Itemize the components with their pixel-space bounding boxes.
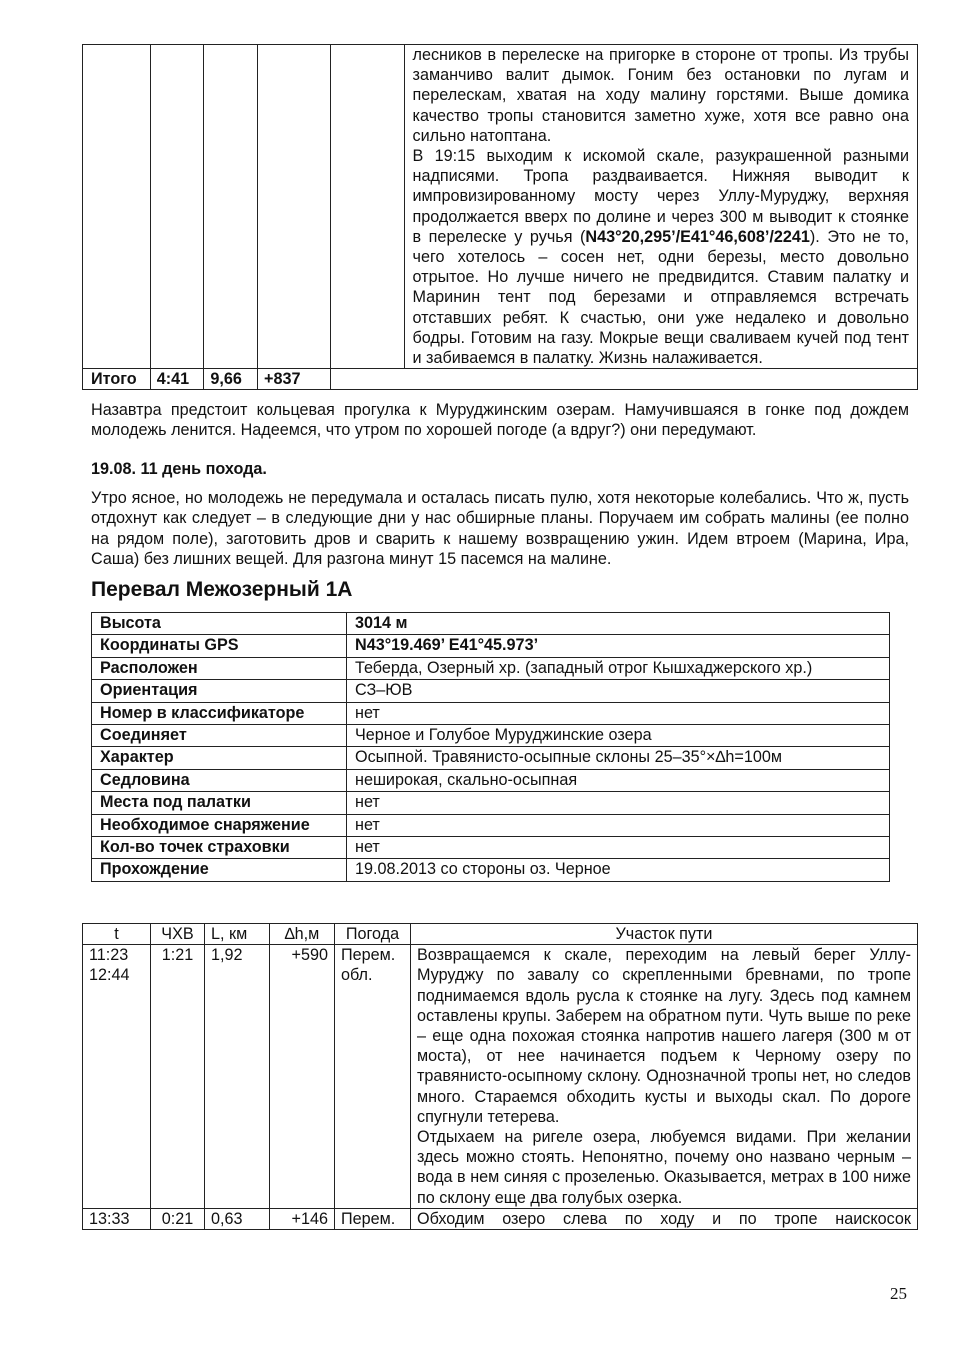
info-key: Кол-во точек страховки	[92, 836, 347, 858]
info-key: Характер	[92, 747, 347, 769]
header-route-section: Участок пути	[411, 924, 918, 945]
info-value: Осыпной. Травянисто-осыпные склоны 25–35°×∆h=100м	[347, 747, 890, 769]
info-row	[92, 702, 890, 724]
weather-cell: Перем.	[335, 1208, 411, 1229]
elevation-cell: +590	[270, 945, 335, 1209]
weather-line: обл.	[341, 966, 373, 985]
body-paragraph: Назавтра предстоит кольцевая прогулка к Муруджинским озерам. Намучившаяся в гонке под дождем молодежь ленится. Надеемся, что утром по хорошей погоде (а вдруг?) они передумают.	[91, 401, 909, 440]
total-elevation: +837	[257, 369, 330, 390]
info-key: Необходимое снаряжение	[92, 814, 347, 836]
route-description-cell	[404, 45, 917, 369]
info-value: N43°19.469’ E41°45.973’	[347, 635, 890, 657]
info-key: Прохождение	[92, 859, 347, 881]
info-value: 19.08.2013 со стороны оз. Черное	[347, 859, 890, 881]
info-value: нет	[347, 702, 890, 724]
info-key: Расположен	[92, 657, 347, 679]
table-row	[83, 945, 918, 1209]
pass-info-table	[91, 612, 890, 882]
distance-cell: 0,63	[205, 1208, 270, 1229]
info-row	[92, 680, 890, 702]
info-value: нет	[347, 814, 890, 836]
weather-cell	[331, 45, 405, 369]
info-key: Ориентация	[92, 680, 347, 702]
info-value: 3014 м	[347, 613, 890, 635]
header-weather: Погода	[335, 924, 411, 945]
info-key: Координаты GPS	[92, 635, 347, 657]
weather-line: Перем.	[341, 946, 396, 965]
gps-coordinates: N43°20,295’/E41°46,608’/2241	[585, 227, 810, 246]
info-row	[92, 859, 890, 881]
total-distance: 9,66	[204, 369, 258, 390]
distance-cell	[204, 45, 258, 369]
info-value: СЗ–ЮВ	[347, 680, 890, 702]
info-value: Теберда, Озерный хр. (западный отрог Кышхаджерского хр.)	[347, 657, 890, 679]
route-text: В 19:15 выходим к искомой скале, разукрашенной разными надписями. Тропа раздваивается. Нижняя выводит к импровизированному мосту через Уллу-Муруджу, верхняя продолжается вверх по долине и через 300 м выводит к стоянке в перелеске у ручья (	[412, 147, 909, 246]
info-row	[92, 657, 890, 679]
total-time: 4:41	[150, 369, 204, 390]
info-row	[92, 792, 890, 814]
page-number: 25	[890, 1284, 907, 1303]
info-row	[92, 814, 890, 836]
pass-title: Перевал Межозерный 1А	[91, 578, 353, 601]
previous-day-route-table	[82, 44, 918, 390]
info-key: Соединяет	[92, 724, 347, 746]
table-row	[83, 45, 918, 369]
table-row	[83, 1208, 918, 1229]
info-row	[92, 836, 890, 858]
start-time: 11:23	[89, 946, 129, 965]
body-paragraph: Утро ясное, но молодежь не передумала и осталась писать пулю, хотя некоторые колебались. Что ж, пусть отдохнут как следует – в следующие дни у нас обширные планы. Поручаем им собрать малины (ее полно на рядом поле), заготовить дров и сварить к нашему возвращению ужин. Идем втроем (Марина, Ира, Саша) без лишних вещей. Для разгона минут 15 пасемся на малине.	[91, 489, 909, 568]
route-table	[82, 923, 918, 1230]
route-description-cell	[411, 945, 918, 1209]
end-time: 12:44	[89, 966, 130, 985]
info-row	[92, 635, 890, 657]
info-row	[92, 613, 890, 635]
info-row	[92, 747, 890, 769]
info-value: неширокая, скально-осыпная	[347, 769, 890, 791]
elevation-cell	[257, 45, 330, 369]
header-time: t	[83, 924, 151, 945]
total-label: Итого	[83, 369, 151, 390]
info-key: Высота	[92, 613, 347, 635]
route-paragraph: Возвращаемся к скале, переходим на левый берег Уллу-Муруджу по завалу со скрепленными бревнами, по тропе поднимаемся вдоль русла к стоянке на лугу. Здесь под камнем оставлены крупы. Заберем на обратном пути. Чуть выше по реке – еще одна похожая стоянка напротив нашего лагеря (300 м от моста), от нее начинается подъем к Черному озеру по травянисто-осыпному склону. Однозначной тропы нет, но следов много. Стараемся обходить кусты и выходы скал. По дороге спугнули тетерева.	[417, 946, 911, 1126]
chv-cell	[150, 45, 204, 369]
total-row	[83, 369, 918, 390]
time-cell	[83, 45, 151, 369]
chv-cell: 1:21	[151, 945, 205, 1209]
route-paragraph: Отдыхаем на ригеле озера, любуемся видами. При желании здесь можно стоять. Непонятно, почему оно названо черным – вода в нем синяя с прозеленью. Оказывается, метрах в 100 ниже по склону еще два голубых озерка.	[417, 1128, 911, 1207]
info-value: Черное и Голубое Муруджинские озера	[347, 724, 890, 746]
info-key: Седловина	[92, 769, 347, 791]
total-empty-cell	[331, 369, 918, 390]
header-distance: L, км	[205, 924, 270, 945]
route-text: ). Это не то, чего хотелось – сосен нет, одни березы, место довольно отрытое. Но лучше ничего не предвидится. Ставим палатку и Маринин тент под березами и отправляемся встречать отставших ребят. К счастью, они уже недалеко и довольно бодры. Готовим на газу. Мокрые вещи сваливаем кучей под тент и забиваемся в палатку. Жизнь налаживается.	[412, 227, 909, 368]
info-value: нет	[347, 836, 890, 858]
time-cell	[83, 945, 151, 1209]
header-row	[83, 924, 918, 945]
info-key: Номер в классификаторе	[92, 702, 347, 724]
info-value: нет	[347, 792, 890, 814]
info-row	[92, 769, 890, 791]
header-elevation: ∆h,м	[270, 924, 335, 945]
route-paragraph: лесников в перелеске на пригорке в стороне от тропы. Из трубы заманчиво валит дымок. Гоним без остановки по лугам и перелескам, хватая на ходу малину горстями. Выше домика качество тропы становится заметно хуже, хотя все равно она сильно натоптана.	[412, 46, 909, 145]
day-heading: 19.08. 11 день похода.	[91, 460, 267, 478]
chv-cell: 0:21	[151, 1208, 205, 1229]
route-description-cell: Обходим озеро слева по ходу и по тропе наискосок	[411, 1208, 918, 1229]
elevation-cell: +146	[270, 1208, 335, 1229]
distance-cell: 1,92	[205, 945, 270, 1209]
time-cell: 13:33	[83, 1208, 151, 1229]
info-key: Места под палатки	[92, 792, 347, 814]
info-row	[92, 724, 890, 746]
weather-cell	[335, 945, 411, 1209]
route-paragraph	[413, 146, 909, 368]
header-chv: ЧХВ	[151, 924, 205, 945]
